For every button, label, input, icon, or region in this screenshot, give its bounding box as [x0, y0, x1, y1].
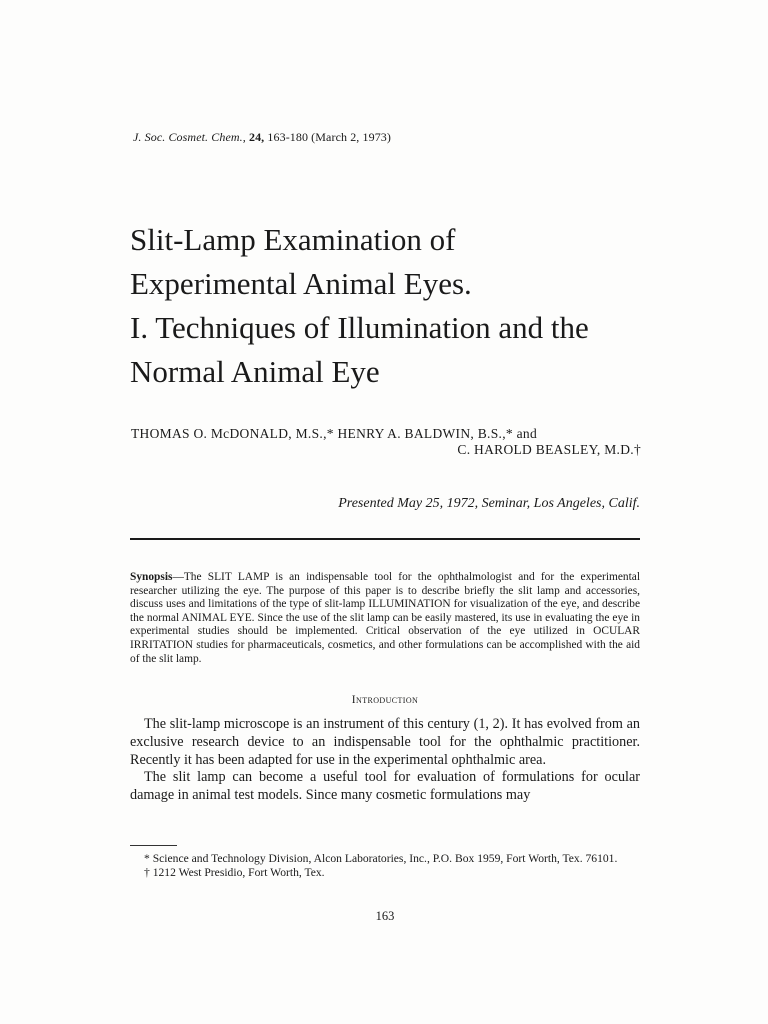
footnotes — [130, 852, 640, 880]
synopsis-label: Synopsis — [130, 571, 173, 583]
title-line-3: I. Techniques of Illumination and the — [130, 310, 589, 345]
section-heading-introduction: Introduction — [351, 694, 419, 706]
authors-line-1: THOMAS O. McDONALD, M.S.,* HENRY A. BALDWIN, B.S.,* and — [131, 426, 538, 441]
page-number: 163 — [375, 909, 395, 923]
journal-volume: 24, — [248, 130, 265, 144]
synopsis-text: —The SLIT LAMP is an indispensable tool for the ophthalmologist and for the experimental researcher utilizing the eye. The purpose of this paper is to describe briefly the slit lamp and accessories, discuss uses and limitations of the type of slit-lamp ILLUMINATION for visualization of the eye, and describe the normal ANIMAL EYE. Since the use of the slit lamp can be easily mastered, its use in evaluating the eye in experimental studies should be implemented. Critical observation of the eye utilized in OCULAR IRRITATION studies for pharmaceuticals, cosmetics, and other formulations can be accomplished with the aid of the slit lamp. — [130, 571, 640, 665]
journal-name: J. Soc. Cosmet. Chem., — [133, 130, 246, 144]
title-line-2: Experimental Animal Eyes. — [130, 266, 472, 301]
title-line-4: Normal Animal Eye — [130, 354, 380, 389]
author-list — [131, 426, 641, 458]
footnote-1: * Science and Technology Division, Alcon Laboratories, Inc., P.O. Box 1959, Fort Worth, Tex. 76101. — [144, 852, 618, 865]
footnote-divider — [130, 845, 177, 846]
body-paragraph-1: The slit-lamp microscope is an instrument of this century (1, 2). It has evolved from an exclusive research device to an indispensable tool for the ophthalmic practitioner. Recently it has been adapted for use in the experimental ophthalmic area. — [130, 716, 640, 768]
footnote-2: † 1212 West Presidio, Fort Worth, Tex. — [144, 865, 325, 879]
body-text — [130, 716, 640, 805]
header-divider — [130, 538, 640, 540]
journal-reference — [133, 130, 391, 145]
synopsis — [130, 571, 640, 666]
presented-note: Presented May 25, 1972, Seminar, Los Angeles, Calif. — [338, 496, 640, 511]
authors-line-2: C. HAROLD BEASLEY, M.D.† — [457, 442, 641, 457]
body-paragraph-2: The slit lamp can become a useful tool for evaluation of formulations for ocular damage in animal test models. Since many cosmetic formulations may — [130, 769, 640, 804]
paper-title — [130, 218, 690, 394]
journal-pages-date: 163-180 (March 2, 1973) — [267, 130, 391, 144]
title-line-1: Slit-Lamp Examination of — [130, 222, 456, 257]
